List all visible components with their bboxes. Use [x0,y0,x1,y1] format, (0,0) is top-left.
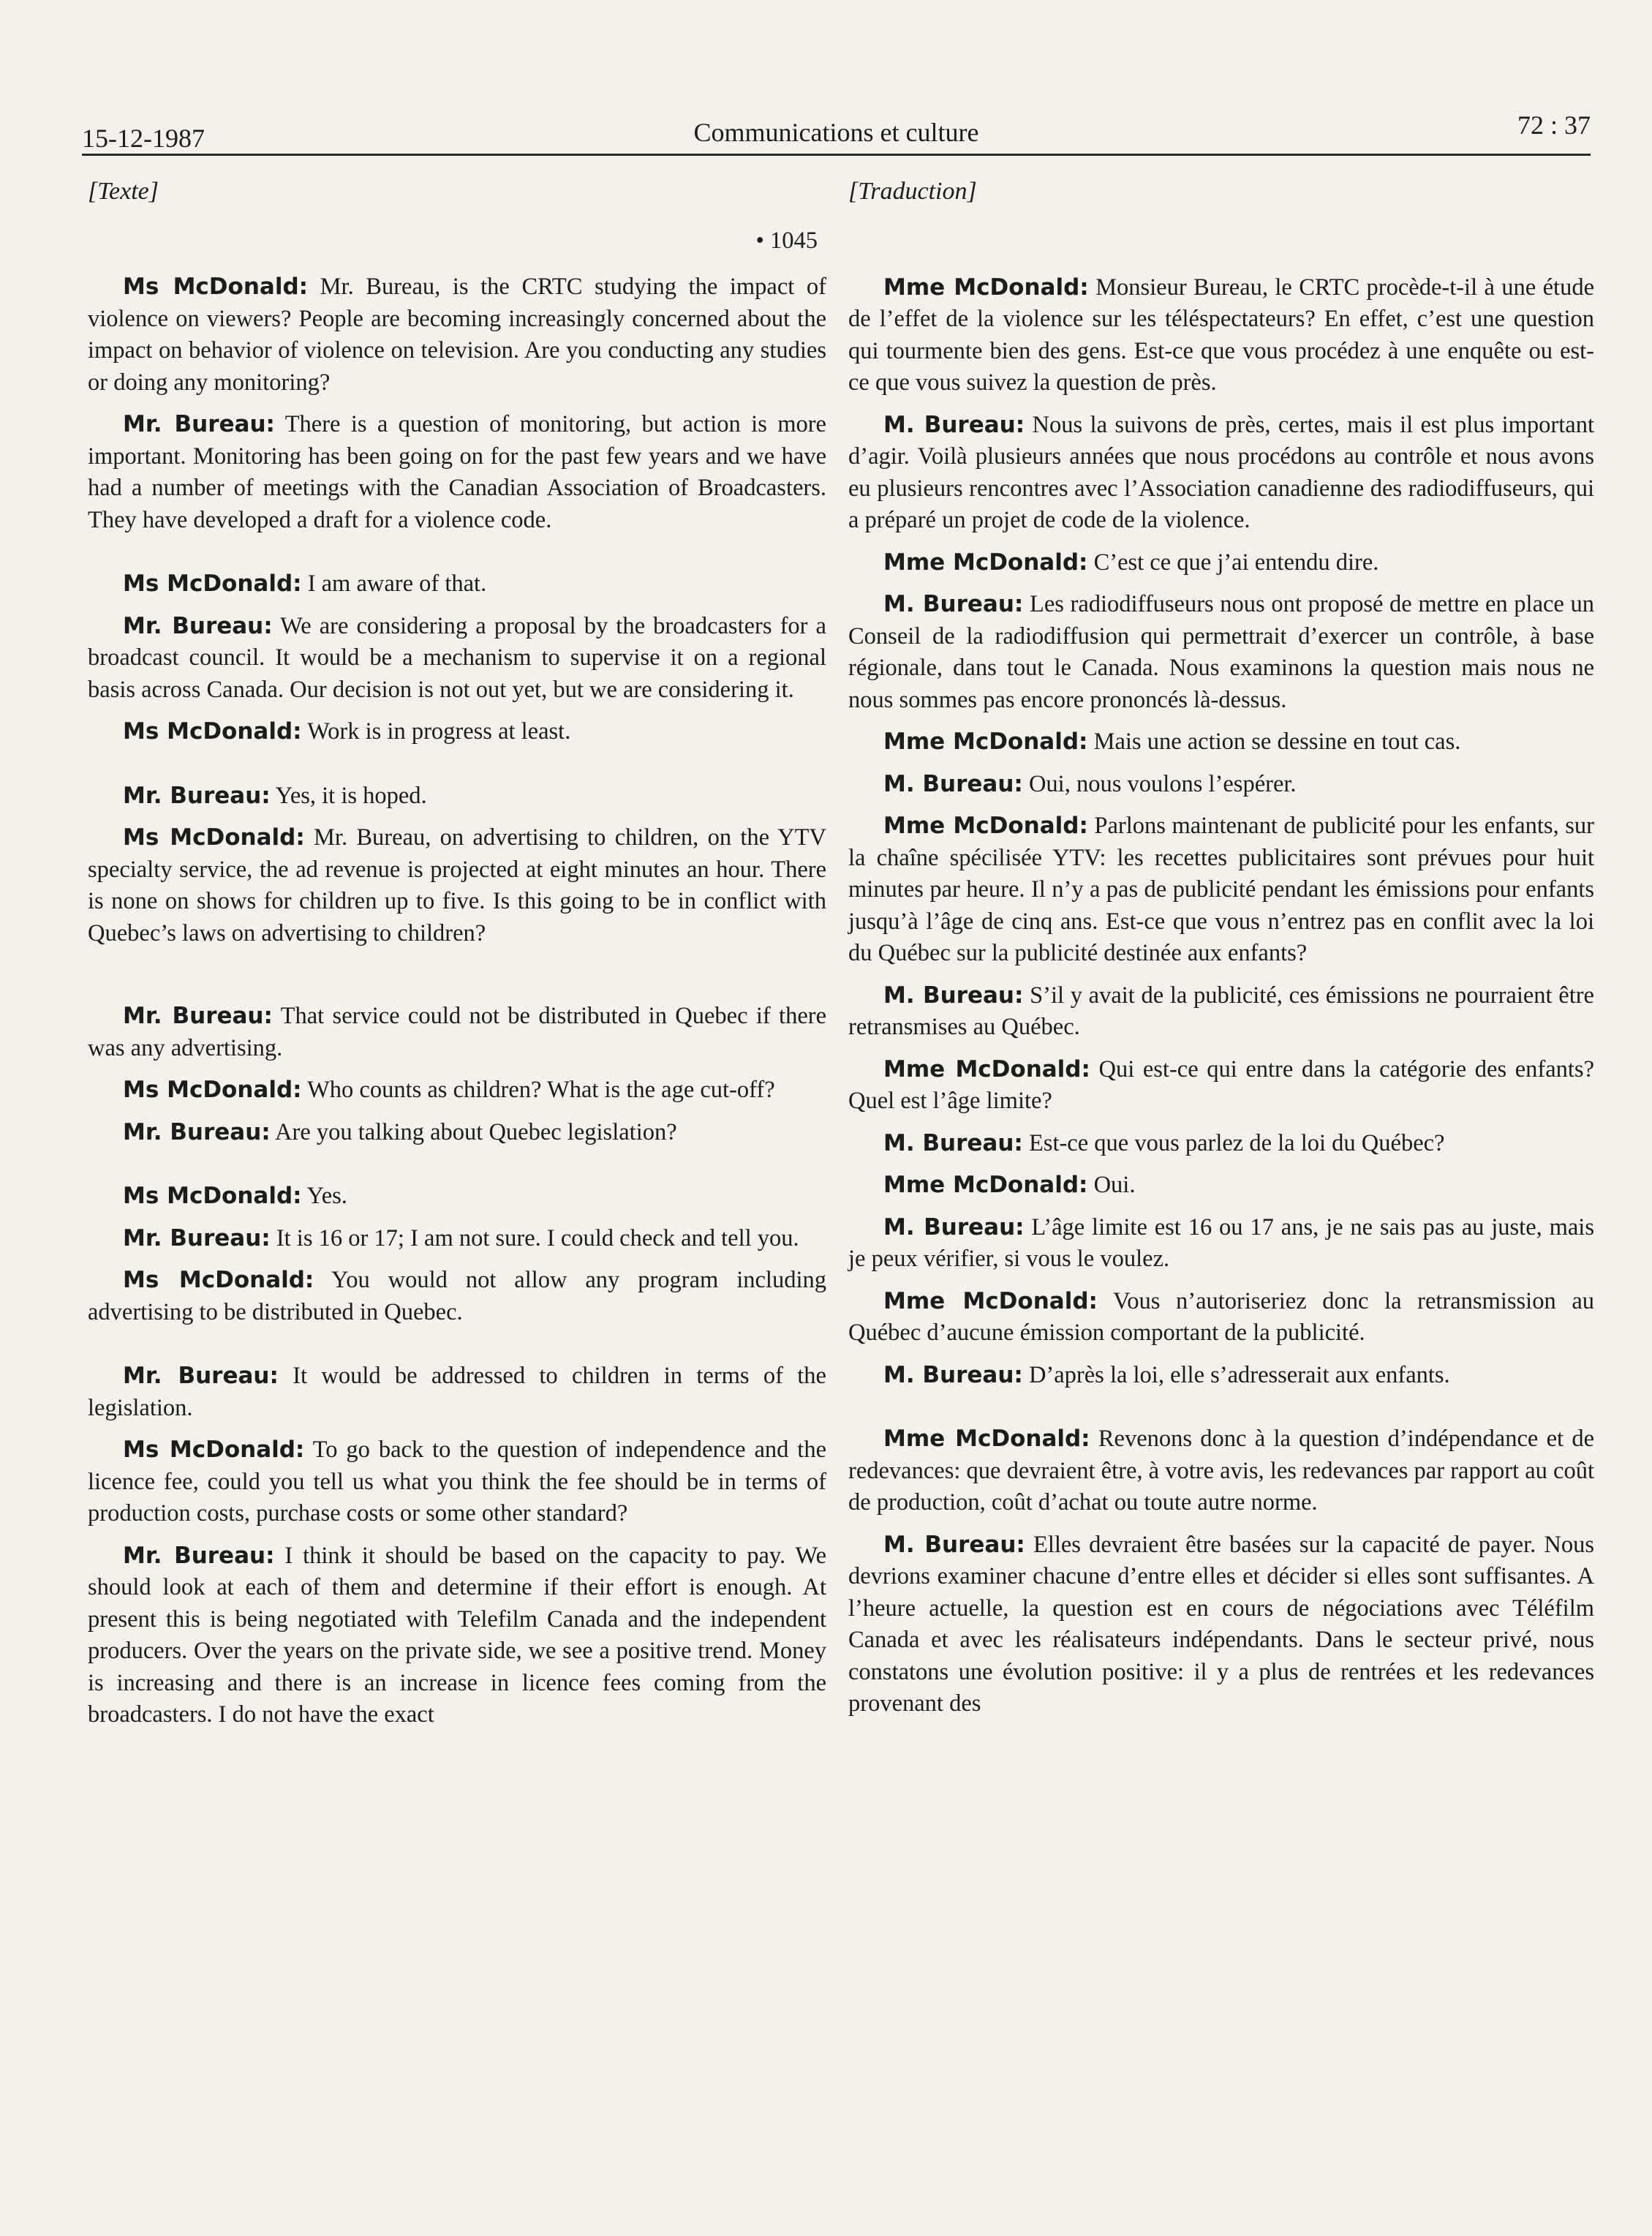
speech-paragraph [88,822,826,949]
speech-text: Yes, it is hoped. [270,782,427,809]
speaker-name: Mr. Bureau: [123,612,273,639]
speech-paragraph [88,1360,826,1424]
speech-text: I think it should be based on the capacity to pay. We should look at each of them and determine if their effort is enough. At present this is being negotiated with Telefilm Canada and the independent producers. Over the years on the private side, we see a positive trend. Money is increasing and there is an increase in licence fees coming from the broadcasters. I do not have the exact [88,1542,826,1728]
speech-paragraph [848,1529,1594,1720]
speech-paragraph [88,1540,826,1731]
speech-paragraph [88,1434,826,1530]
speech-text: Elles devraient être basées sur la capacité de payer. Nous devrions examiner chacune d’entre elles et décider si elles sont suffisantes. A l’heure actuelle, la question est en cours de négociations avec Téléfilm Canada et avec les réalisateurs indépendants. Dans le secteur privé, nous constatons une évolution positive: il y a plus de rentrées et les redevances provenant des [848,1531,1594,1717]
speech-text: Monsieur Bureau, le CRTC procède-t-il à une étude de l’effet de la violence sur les téléspectateurs? En effet, c’est une question qui tourmente bien des gens. Est-ce que vous procédez à une enquête ou est-ce que vous suivez la question de près. [848,274,1594,396]
speech-text: Who counts as children? What is the age cut-off? [301,1077,775,1103]
header-title: Communications et culture [693,118,979,147]
traduction-label: [Traduction] [848,178,977,205]
speech-text: Work is in progress at least. [301,718,571,745]
speech-text: You would not allow any program including advertising to be distributed in Quebec. [88,1267,826,1325]
texte-label: [Texte] [88,178,159,205]
speech-paragraph [88,780,826,813]
speech-text: We are considering a proposal by the broadcasters for a broadcast council. It would be a mechanism to supervise it on a regional basis across Canada. Our decision is not out yet, but we are considering it. [88,612,826,703]
speech-text: Are you talking about Quebec legislation? [270,1118,677,1145]
speech-text: Revenons donc à la question d’indépendance et de redevances: que devraient être, à votre avis, les redevances par rapport au coût de production, coût d’achat ou toute autre norme. [848,1426,1594,1516]
speech-text: S’il y avait de la publicité, ces émissions ne pourraient être retransmises au Québec. [848,982,1594,1040]
speech-paragraph [88,1181,826,1213]
time-marker: • 1045 [755,227,818,254]
speech-paragraph [88,409,826,536]
speaker-name: M. Bureau: [883,591,1024,617]
speech-text: Qui est-ce qui entre dans la catégorie des enfants? Quel est l’âge limite? [848,1055,1594,1114]
speech-paragraph [88,1074,826,1107]
speaker-name: M. Bureau: [883,1531,1025,1558]
speech-text: To go back to the question of independence and the licence fee, could you tell us what you think the fee should be in terms of production costs, purchase costs or some other standard? [88,1437,826,1527]
speech-paragraph [88,1223,826,1255]
speech-paragraph [848,1054,1594,1118]
speaker-name: Mme McDonald: [883,729,1088,755]
speech-text: Est-ce que vous parlez de la loi du Québec? [1022,1129,1445,1156]
speaker-name: M. Bureau: [883,770,1023,797]
speaker-name: Mr. Bureau: [123,1118,271,1145]
speech-paragraph [848,1360,1594,1392]
header-page-number: 72 : 37 [1517,110,1591,140]
speaker-name: Mme McDonald: [883,274,1089,301]
speech-text: Les radiodiffuseurs nous ont proposé de mettre en place un Conseil de la radiodiffusion qui permettrait d’exercer un contrôle, à base régionale, dans tout le Canada. Nous examinons la question mais nous ne nous sommes pas encore prononcés là-dessus. [848,591,1594,713]
speaker-name: Mr. Bureau: [123,1363,279,1389]
speaker-name: Mr. Bureau: [123,1224,271,1251]
speech-text: Nous la suivons de près, certes, mais il est plus important d’agir. Voilà plusieurs années que nous procédons au contrôle et nous avons eu plusieurs rencontres avec l’Association canadienne des radiodiffuseurs, qui a préparé un projet de code de la violence. [848,411,1594,533]
speech-paragraph [848,410,1594,537]
speech-text: Oui, nous voulons l’espérer. [1022,770,1297,797]
speech-paragraph [848,1128,1594,1160]
speech-text: Parlons maintenant de publicité pour les enfants, sur la chaîne spécilisée YTV: les recettes publicitaires sont prévues pour huit minutes par heure. Il n’y a pas de publicité pendant les émissions pour enfants jusqu’à l’âge de cinq ans. Est-ce que vous n’entrez pas en conflit avec la loi du Québec sur la publicité destinée aux enfants? [848,813,1594,966]
speech-paragraph [848,272,1594,399]
speech-text: Mr. Bureau, is the CRTC studying the impact of violence on viewers? People are becoming increasingly concerned about the impact on behavior of violence on television. Are you conducting any studies or doing any monitoring? [88,274,826,396]
speech-text: L’âge limite est 16 ou 17 ans, je ne sais pas au juste, mais je peux vérifier, si vous le voulez. [848,1213,1594,1272]
speech-text: There is a question of monitoring, but action is more important. Monitoring has been going on for the past few years and we have had a number of meetings with the Canadian Association of Broadcasters. They have developed a draft for a violence code. [88,411,826,533]
speaker-name: M. Bureau: [883,1129,1023,1156]
speech-paragraph [848,1423,1594,1519]
speech-paragraph [848,980,1594,1044]
speaker-name: Ms McDonald: [123,1077,302,1103]
speech-text: I am aware of that. [301,571,487,597]
speech-text: Mr. Bureau, on advertising to children, on the YTV specialty service, the ad revenue is projected at eight minutes an hour. There is none on shows for children up to five. Is this going to be in conflict with Quebec’s laws on advertising to children? [88,824,826,946]
speech-text: Yes. [301,1183,347,1209]
speaker-name: M. Bureau: [883,1213,1025,1241]
speech-text: Oui. [1087,1172,1136,1198]
speech-paragraph [848,810,1594,970]
speech-paragraph [848,1170,1594,1202]
speaker-name: Mr. Bureau: [123,1003,273,1029]
column-spacer [848,225,1594,272]
speech-paragraph [88,611,826,707]
speaker-name: M. Bureau: [883,1361,1023,1388]
speaker-name: Mme McDonald: [883,1172,1088,1198]
speaker-name: Mr. Bureau: [123,782,271,809]
speech-paragraph [88,1001,826,1064]
speech-paragraph [88,716,826,748]
speaker-name: Mr. Bureau: [123,411,275,437]
speaker-name: Ms McDonald: [123,718,302,745]
english-column [88,176,826,1731]
speaker-name: Ms McDonald: [123,571,302,597]
speaker-name: Mme McDonald: [883,1426,1090,1452]
speaker-name: Ms McDonald: [123,1183,302,1209]
speaker-name: M. Bureau: [883,411,1025,438]
speech-paragraph [88,271,826,399]
speaker-name: Ms McDonald: [123,1267,314,1293]
speech-paragraph [848,1286,1594,1349]
speech-paragraph [88,1265,826,1328]
speaker-name: Ms McDonald: [123,274,309,300]
speech-paragraph [88,568,826,601]
speech-paragraph [848,769,1594,801]
speaker-name: Mr. Bureau: [123,1542,275,1569]
speech-text: Vous n’autoriseriez donc la retransmission au Québec d’aucune émission comportant de la publicité. [848,1287,1594,1346]
speech-text: It would be addressed to children in terms of the legislation. [88,1363,826,1421]
speech-paragraph [848,1212,1594,1276]
speaker-name: Ms McDonald: [123,1437,305,1463]
speech-text: C’est ce que j’ai entendu dire. [1087,549,1379,576]
speech-paragraph [848,547,1594,579]
speech-text: That service could not be distributed in Quebec if there was any advertising. [88,1003,827,1061]
speech-text: Mais une action se dessine en tout cas. [1087,729,1461,755]
speech-text: It is 16 or 17; I am not sure. I could check and tell you. [270,1224,799,1251]
speaker-name: Mme McDonald: [883,1055,1090,1083]
speech-paragraph [848,589,1594,716]
speaker-name: Mme McDonald: [883,813,1088,839]
speaker-name: Mme McDonald: [883,1287,1098,1314]
page-header [82,110,1591,156]
speech-paragraph [848,726,1594,758]
speaker-name: Ms McDonald: [123,824,305,851]
header-date: 15-12-1987 [82,124,205,153]
speaker-name: Mme McDonald: [883,549,1088,576]
speaker-name: M. Bureau: [883,982,1024,1009]
speech-paragraph [88,1117,826,1149]
speech-text: D’après la loi, elle s’adresserait aux enfants. [1022,1361,1450,1388]
french-column [848,176,1594,1720]
